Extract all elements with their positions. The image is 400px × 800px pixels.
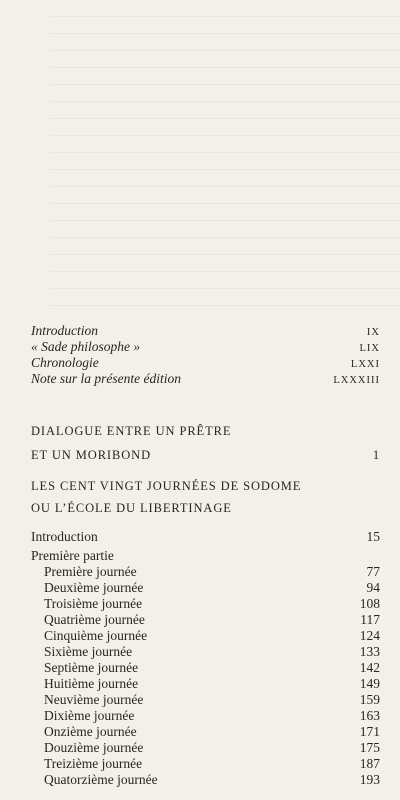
toc-entry-page: 108 <box>359 596 380 611</box>
show-through-line <box>50 289 400 306</box>
show-through-line <box>50 238 400 255</box>
toc-entry-label: Quatorzième journée <box>44 772 158 787</box>
toc-entry-journee <box>0 581 400 595</box>
show-through-text <box>0 0 400 320</box>
toc-entry-chronologie <box>0 356 400 371</box>
show-through-line <box>50 119 400 136</box>
toc-part-heading <box>0 549 400 563</box>
show-through-line <box>50 68 400 85</box>
toc-entry-page: 175 <box>359 740 380 755</box>
toc-entry-journee <box>0 629 400 643</box>
toc-entry-journee <box>0 757 400 771</box>
toc-entry-introduction <box>0 324 400 339</box>
toc-entry-label: Dixième journée <box>44 708 135 723</box>
toc-part-label: Première partie <box>31 548 114 563</box>
section-title-line: LES CENT VINGT JOURNÉES DE SODOME <box>31 479 302 493</box>
show-through-line <box>50 221 400 238</box>
section-title-dialogue-continued <box>31 449 380 462</box>
show-through-line <box>50 85 400 102</box>
toc-entry-page: 77 <box>366 564 380 579</box>
toc-entry-label: Troisième journée <box>44 596 143 611</box>
toc-entry-page: 117 <box>360 612 380 627</box>
toc-entry-page: LXXXIII <box>333 375 380 386</box>
toc-entry-label: Introduction <box>31 323 98 338</box>
toc-entry-label: Chronologie <box>31 355 99 370</box>
show-through-line <box>50 306 400 320</box>
toc-entry-page: 149 <box>359 676 380 691</box>
toc-entry-journee <box>0 645 400 659</box>
section-title-line: ET UN MORIBOND <box>31 448 152 462</box>
toc-entry-page: 124 <box>359 628 380 643</box>
toc-entry-page: 1 <box>372 448 380 462</box>
show-through-line <box>50 17 400 34</box>
toc-entry-page: 193 <box>359 772 380 787</box>
toc-entry-note-edition <box>0 372 400 387</box>
toc-entry-journee <box>0 565 400 579</box>
section-title-line: DIALOGUE ENTRE UN PRÊTRE <box>31 424 232 438</box>
show-through-line <box>50 153 400 170</box>
toc-entry-label: Première journée <box>44 564 137 579</box>
show-through-line <box>50 170 400 187</box>
toc-entry-journee <box>0 773 400 787</box>
toc-entry-page: 142 <box>359 660 380 675</box>
toc-entry-page: LIX <box>359 343 380 354</box>
toc-entry-page: 163 <box>359 708 380 723</box>
toc-entry-journee <box>0 677 400 691</box>
toc-entry-label: Sixième journée <box>44 644 133 659</box>
toc-entry-page: 15 <box>366 529 380 544</box>
toc-entry-label: Introduction <box>31 529 98 544</box>
toc-entry-label: Septième journée <box>44 660 139 675</box>
toc-entry-journee <box>0 709 400 723</box>
toc-entry-journee <box>0 597 400 611</box>
toc-entry-page: 94 <box>366 580 380 595</box>
show-through-line <box>50 0 400 17</box>
toc-entry-page: 171 <box>359 724 380 739</box>
toc-entry-page: 187 <box>359 756 380 771</box>
toc-entry-sade-philosophe <box>0 340 400 355</box>
toc-entry-label: Douzième journée <box>44 740 144 755</box>
section-title-line: OU L’ÉCOLE DU LIBERTINAGE <box>31 501 232 515</box>
toc-entry-label: Treizième journée <box>44 756 143 771</box>
toc-entry-label: Huitième journée <box>44 676 139 691</box>
toc-entry-label: Neuvième journée <box>44 692 144 707</box>
show-through-line <box>50 187 400 204</box>
show-through-line <box>50 51 400 68</box>
toc-entry-journee <box>0 741 400 755</box>
toc-entry-label: « Sade philosophe » <box>31 339 141 354</box>
toc-entry-introduction-cent-vingt <box>0 530 400 544</box>
toc-entry-label: Deuxième journée <box>44 580 144 595</box>
toc-entry-journee <box>0 613 400 627</box>
section-title-dialogue <box>31 425 380 438</box>
toc-entry-label: Onzième journée <box>44 724 137 739</box>
section-title-ecole-libertinage <box>31 502 380 515</box>
show-through-line <box>50 255 400 272</box>
toc-entry-page: 159 <box>359 692 380 707</box>
toc-entry-journee <box>0 693 400 707</box>
toc-entry-page: LXXI <box>350 359 380 370</box>
show-through-line <box>50 102 400 119</box>
show-through-line <box>50 136 400 153</box>
toc-entry-label: Note sur la présente édition <box>31 371 181 386</box>
toc-entry-page: IX <box>366 327 380 338</box>
toc-entry-journee <box>0 661 400 675</box>
toc-entry-page: 133 <box>359 644 380 659</box>
toc-entry-label: Cinquième journée <box>44 628 148 643</box>
show-through-line <box>50 204 400 221</box>
show-through-line <box>50 34 400 51</box>
toc-entry-label: Quatrième journée <box>44 612 145 627</box>
section-title-cent-vingt-journees <box>31 480 380 493</box>
show-through-line <box>50 272 400 289</box>
toc-entry-journee <box>0 725 400 739</box>
